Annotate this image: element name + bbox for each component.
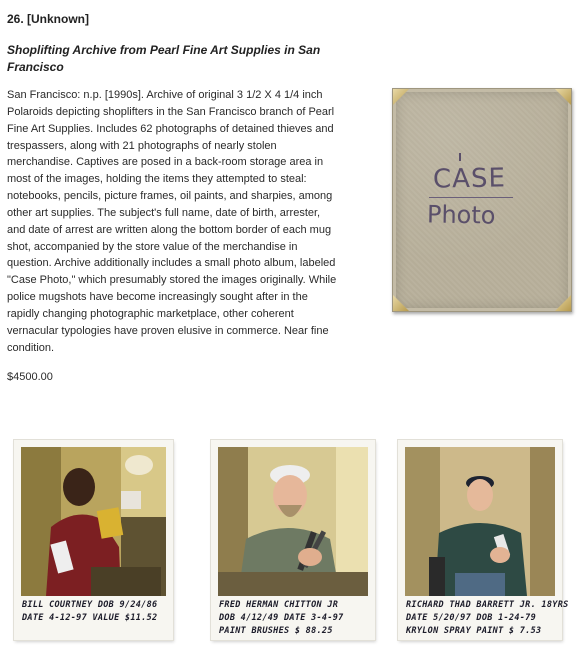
album-corner-br: [555, 295, 571, 311]
polaroid-2-caption-line3: PAINT BRUSHES $ 88.25: [219, 626, 333, 636]
polaroid-3-scene: [405, 447, 555, 596]
lot-price: $4500.00: [7, 371, 53, 383]
lot-number: 26. [Unknown]: [7, 12, 90, 26]
case-photo-album-image: [392, 88, 572, 312]
polaroid-3-caption-line2: DATE 5/20/97 DOB 1-24-79: [406, 613, 537, 623]
polaroid-1-caption-line1: BILL COURTNEY DOB 9/24/86: [22, 600, 158, 610]
album-ink-mark: [459, 153, 461, 161]
album-corner-bl: [393, 295, 409, 311]
polaroid-3-image: [405, 447, 555, 596]
album-label-photo: Photo: [426, 200, 496, 230]
polaroid-photo-3: [398, 440, 569, 640]
polaroid-photo-1: [14, 440, 173, 640]
album-label-case: CASE: [432, 163, 507, 195]
polaroid-2-caption-line2: DOB 4/12/49 DATE 3-4-97: [219, 613, 344, 623]
lot-title: Shoplifting Archive from Pearl Fine Art Supplies in San Francisco: [7, 43, 321, 74]
lot-description: San Francisco: n.p. [1990s]. Archive of original 3 1/2 X 4 1/4 inch Polaroids depicting shoplifters in the San Francisco branch of Pearl Fine Art Supplies. Includes 62 photographs of detained thieves and trespassers, along with 21 photographs of nearly stolen merchandise. Captives are posed in a back-room storage area in most of the images, holding the items they attempted to steal: notebooks, pencils, picture frames, oil paints, and sharpies, among other art supplies. The subject's full name, date of birth, arrester, and date of arrest are written along the bottom border of each mug shot, accompanied by the store value of the merchandise in question. Archive additionally includes a small photo album, labeled "Case Photo," which presumably stored the images originally. While police mugshots have become increasingly sought after in the rapidly changing photographic marketplace, other coherent vernacular typologies have proven elusive in commerce. Near fine condition.: [7, 89, 337, 354]
polaroid-2-image: [218, 447, 368, 596]
polaroid-2-scene: [218, 447, 368, 596]
polaroid-3-caption-line1: RICHARD THAD BARRETT JR. 18YRS: [406, 600, 569, 610]
polaroid-1-scene: [21, 447, 166, 596]
polaroid-1-image: [21, 447, 166, 596]
album-corner-tl: [393, 89, 409, 105]
album-label-underline: [429, 197, 513, 198]
album-corner-tr: [555, 89, 571, 105]
polaroid-3-caption-line3: KRYLON SPRAY PAINT $ 7.53: [406, 626, 542, 636]
polaroid-1-caption-line2: DATE 4-12-97 VALUE $11.52: [22, 613, 158, 623]
polaroid-photo-2: [211, 440, 375, 640]
polaroid-2-caption-line1: FRED HERMAN CHITTON JR: [219, 600, 339, 610]
